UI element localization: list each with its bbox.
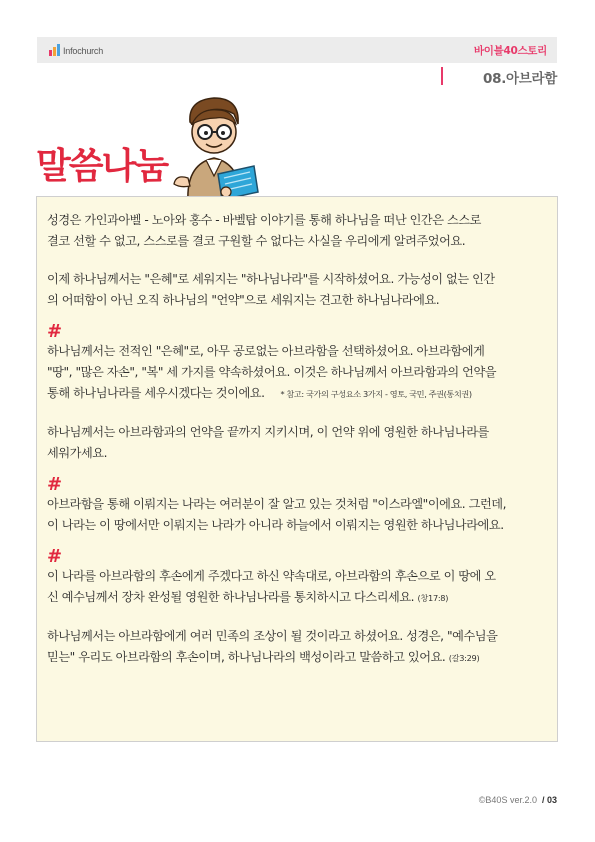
body-line: 아브라함을 통해 이뤄지는 나라는 여러분이 잘 알고 있는 것처럼 "이스라엘"이에요. 그런데, — [47, 497, 507, 511]
hash-mark: # — [47, 321, 62, 342]
scripture-reference: (갈3:29) — [448, 653, 480, 663]
body-line: 이 나라는 이 땅에서만 이뤄지는 나라가 아니라 하늘에서 이뤄지는 영원한 하나님나라에요. — [47, 518, 504, 532]
body-line: 성경은 가인과아벨 - 노아와 홍수 - 바벨탑 이야기를 통해 하나님을 떠난 인간은 스스로 — [47, 213, 481, 227]
body-line: 결코 선할 수 없고, 스스로를 결코 구원할 수 없다는 사실을 우리에게 알려주었어요. — [47, 234, 466, 248]
header-bar — [37, 37, 557, 63]
body-line: 의 어떠함이 아닌 오직 하나님의 "언약"으로 세워지는 견고한 하나님나라에요. — [47, 293, 440, 307]
chapter-title: 08.아브라함 — [483, 71, 557, 87]
body-line: 이 나라를 아브라함의 후손에게 주겠다고 하신 약속대로, 아브라함의 후손으로 이 땅에 오 — [47, 569, 496, 583]
hash-mark: # — [47, 546, 62, 567]
body-line: "땅", "많은 자손", "복" 세 가지를 약속하셨어요. 이것은 하나님께서 아브라함과의 언약을 — [47, 365, 497, 379]
logo-text: Infochurch — [63, 46, 104, 56]
page-footer — [479, 795, 557, 805]
body-line — [47, 383, 547, 405]
page-number: / 03 — [541, 795, 557, 805]
body-line-text: 신 예수님께서 장차 완성될 영원한 하나님나라를 통치하시고 다스리세요. — [47, 590, 415, 604]
footnote: * 참고: 국가의 구성요소 3가지 - 영토, 국민, 주권(통치권) — [280, 389, 472, 399]
body-line: 하나님께서는 전적인 "은혜"로, 아무 공로없는 아브라함을 선택하셨어요. 아브라함에게 — [47, 344, 485, 358]
body-line — [47, 647, 547, 669]
chapter-divider — [441, 67, 443, 85]
scripture-reference: (창17:8) — [417, 593, 449, 603]
body-line — [47, 587, 547, 609]
hash-mark: # — [47, 474, 62, 495]
body-line: 이제 하나님께서는 "은혜"로 세워지는 "하나님나라"를 시작하셨어요. 가능성이 없는 인간 — [47, 272, 495, 286]
body-line-text: 통해 하나님나라를 세우시겠다는 것이에요. — [47, 386, 265, 400]
content-text — [47, 210, 547, 669]
body-line-text: 믿는" 우리도 아브라함의 후손이며, 하나님나라의 백성이라고 말씀하고 있어요. — [47, 650, 446, 664]
chart-bars-icon — [49, 44, 60, 56]
section-title: 말씀나눔 — [36, 146, 168, 187]
body-line: 하나님께서는 아브라함에게 여러 민족의 조상이 될 것이라고 하셨어요. 성경은, "예수님을 — [47, 629, 498, 643]
infochurch-logo — [49, 44, 103, 56]
body-line: 세워가세요. — [47, 446, 108, 460]
character-reading-book-icon — [170, 92, 262, 202]
series-title: 바이블40스토리 — [473, 45, 547, 57]
content-box — [36, 196, 558, 742]
version-label: ©B40S ver.2.0 — [478, 795, 537, 805]
body-line: 하나님께서는 아브라함과의 언약을 끝까지 지키시며, 이 언약 위에 영원한 하나님나라를 — [47, 425, 489, 439]
